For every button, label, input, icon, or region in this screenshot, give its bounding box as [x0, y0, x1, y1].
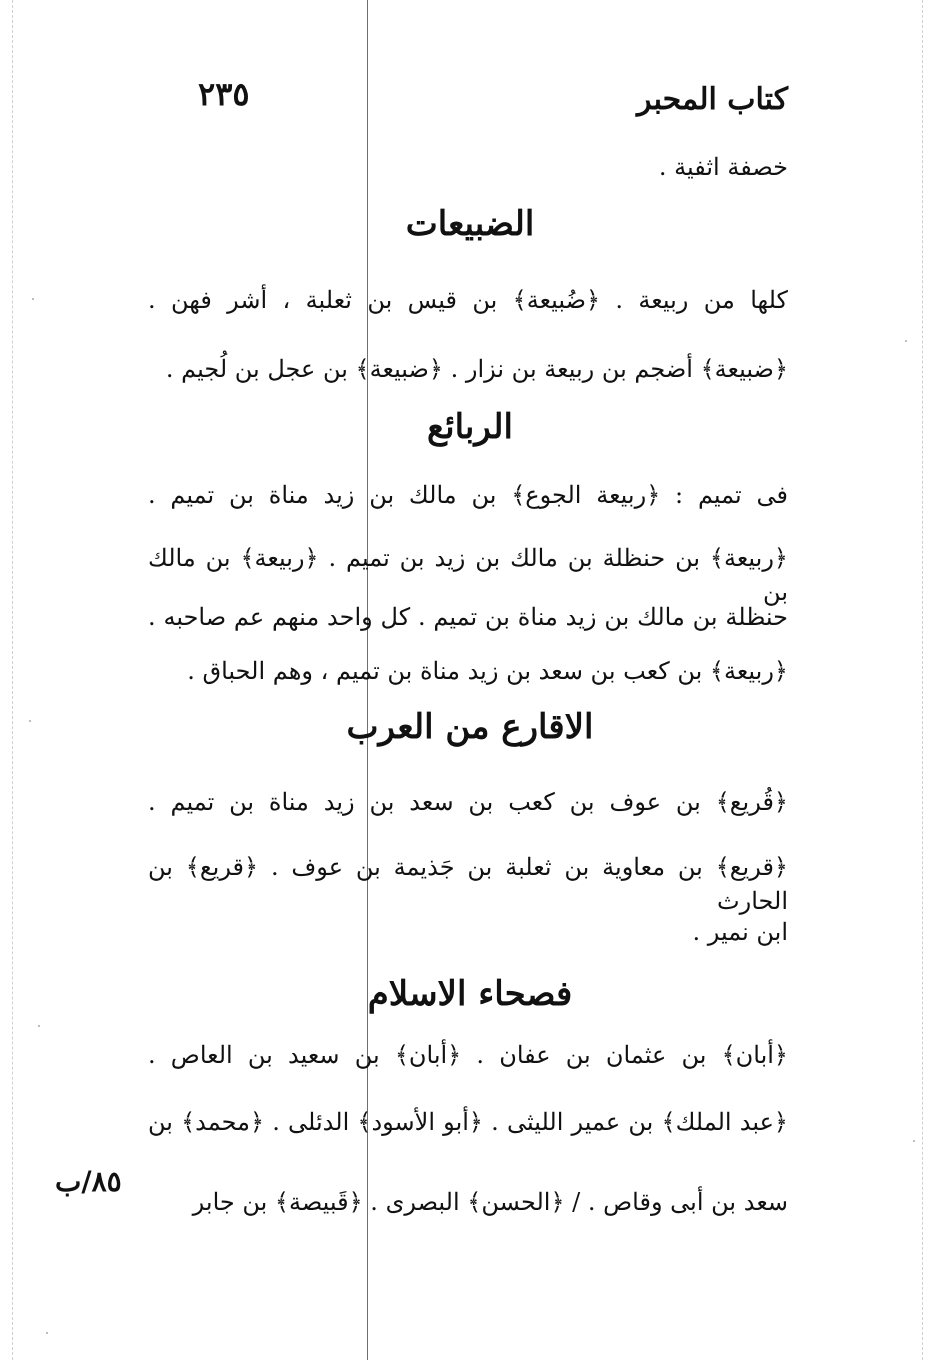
scan-speck — [32, 298, 34, 300]
right-page-edge — [922, 0, 924, 1360]
section-heading: الربائع — [427, 407, 513, 447]
left-page-edge — [12, 0, 14, 1360]
section-heading: فصحاء الاسلام — [367, 974, 573, 1014]
scan-speck — [38, 1025, 40, 1027]
text-line: ﴿ضبيعة﴾ أضجم بن ربيعة بن نزار . ﴿ضبيعة﴾ بن عجل بن لُجيم . — [165, 355, 788, 383]
text-line: حنظلة بن مالك بن زيد مناة بن تميم . كل واحد منهم عم صاحبه . — [148, 603, 788, 631]
text-line: ﴿عبد الملك﴾ بن عمير الليثى . ﴿أبو الأسود﴾ الدئلى . ﴿محمد﴾ بن — [148, 1108, 788, 1136]
scan-speck — [46, 1332, 48, 1334]
section-heading: الاقارع من العرب — [346, 707, 594, 747]
scan-speck — [905, 340, 907, 342]
section-heading: الضبيعات — [405, 204, 535, 244]
text-line: ابن نمير . — [692, 918, 788, 946]
scan-speck — [913, 1140, 915, 1142]
text-line: فى تميم : ﴿ربيعة الجوع﴾ بن مالك بن زيد مناة بن تميم . — [148, 481, 788, 509]
text-line: كلها من ربيعة . ﴿ضُبيعة﴾ بن قيس بن ثعلبة ، أشر فهن . — [148, 286, 788, 314]
running-title: كتاب المحبر — [637, 82, 788, 117]
text-line: خصفة اثفية . — [658, 153, 788, 181]
page-number: ٢٣٥ — [198, 75, 250, 113]
manuscript-folio-note: ٨٥/ب — [55, 1165, 122, 1198]
text-line: سعد بن أبى وقاص . / ﴿الحسن﴾ البصرى . ﴿قَبيصة﴾ بن جابر — [192, 1188, 788, 1216]
text-line: ﴿ربيعة﴾ بن كعب بن سعد بن زيد مناة بن تميم ، وهم الحباق . — [187, 657, 788, 685]
text-line: ﴿قُريع﴾ بن عوف بن كعب بن سعد بن زيد مناة بن تميم . — [148, 788, 788, 816]
text-line: ﴿قريع﴾ بن معاوية بن ثعلبة بن جَذيمة بن عوف . ﴿قريع﴾ بن الحارث — [148, 853, 788, 915]
text-line: ﴿ربيعة﴾ بن حنظلة بن مالك بن زيد بن تميم . ﴿ربيعة﴾ بن مالك بن — [148, 544, 788, 606]
text-line: ﴿أبان﴾ بن عثمان بن عفان . ﴿أبان﴾ بن سعيد بن العاص . — [148, 1041, 788, 1069]
scan-speck — [29, 720, 31, 722]
